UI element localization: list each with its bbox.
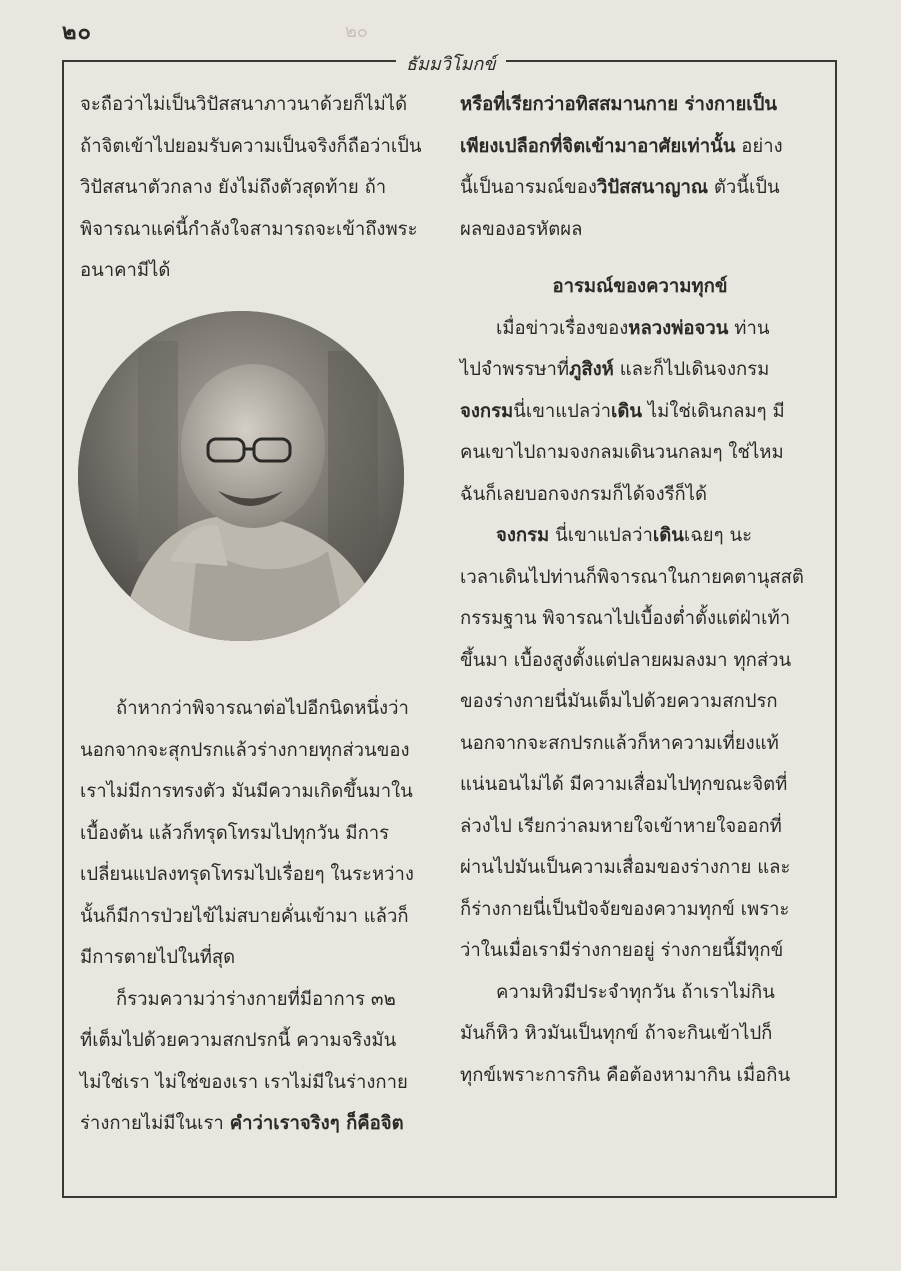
text-line: แน่นอนไม่ได้ มีความเสื่อมไปทุกขณะจิตที่ (460, 774, 788, 795)
bold-run: จงกรม (496, 525, 550, 546)
text-run: นี่เขาแปลว่า (513, 400, 612, 422)
text-run: และก็ไปเดินจงกรม (613, 359, 770, 380)
text-line: ขึ้นมา เบื้องสูงตั้งแต่ปลายผมลงมา ทุกส่วน (460, 649, 792, 671)
bold-run: เพียงเปลือกที่จิตเข้ามาอาศัยเท่านั้น (460, 135, 736, 157)
text-run: ร่างกายไม่มีในเรา (80, 1113, 224, 1134)
text-line: วิปัสสนาตัวกลาง ยังไม่ถึงตัวสุดท้าย ถ้า (80, 177, 387, 198)
text-line: มันก็หิว หิวมันเป็นทุกข์ ถ้าจะกินเข้าไปก็ (460, 1023, 773, 1044)
text-line (460, 391, 820, 433)
text-line: ถ้าหากว่าพิจารณาต่อไปอีกนิดหนึ่งว่า (116, 698, 409, 719)
text-line: เบื้องต้น แล้วก็ทรุดโทรมไปทุกวัน มีการ (80, 822, 390, 844)
page-number: ๒๐ (62, 19, 92, 45)
text-line (460, 167, 820, 209)
text-line (460, 515, 820, 557)
bold-run: หรือที่เรียกว่าอทิสสมานกาย ร่างกายเป็น (460, 94, 778, 115)
text-line: ถ้าจิตเข้าไปยอมรับความเป็นจริงก็ถือว่าเป็น (80, 135, 422, 157)
text-line: ผลของอรหัตผล (460, 218, 583, 240)
text-line: เปลี่ยนแปลงทรุดโทรมไปเรื่อยๆ ในระหว่าง (80, 864, 414, 885)
section-heading: อารมณ์ของความทุกข์ (552, 276, 728, 297)
text-line: นอกจากจะสกปรกแล้วก็หาความเที่ยงแท้ (460, 732, 779, 754)
bold-run: คำว่าเราจริงๆ ก็คือจิต (229, 1113, 404, 1134)
text-run: นี่เขาแปลว่า (549, 525, 653, 546)
text-line: นั้นก็มีการป่วยไข้ไม่สบายคั่นเข้ามา แล้วก็ (80, 905, 409, 927)
text-line: เราไม่มีการทรงตัว มันมีความเกิดขึ้นมาใน (80, 781, 413, 802)
text-line: ความหิวมีประจำทุกวัน ถ้าเราไม่กิน (496, 981, 775, 1003)
text-line: พิจารณาแค่นี้กำลังใจสามารถจะเข้าถึงพระ (80, 218, 418, 240)
portrait-illustration (78, 311, 404, 641)
text-run: ไปจำพรรษาที่ (460, 359, 570, 380)
bold-run: ภูสิงห์ (569, 359, 614, 380)
text-line: มีการตายไปในที่สุด (80, 947, 236, 968)
text-line (460, 308, 820, 350)
text-line (80, 1103, 440, 1145)
bold-run: จงกรม (460, 400, 514, 422)
text-line: นอกจากจะสุกปรกแล้วร่างกายทุกส่วนของ (80, 739, 410, 761)
monk-portrait-photo (78, 311, 404, 641)
bold-run: เดิน (652, 525, 684, 546)
text-line: จะถือว่าไม่เป็นวิปัสสนาภาวนาด้วยก็ไม่ได้ (80, 94, 408, 115)
bold-run: หลวงพ่อจวน (628, 317, 729, 339)
text-line: ล่วงไป เรียกว่าลมหายใจเข้าหายใจออกที่ (460, 815, 782, 837)
text-line: เวลาเดินไปท่านก็พิจารณาในกายคตานุสสติ (460, 566, 804, 588)
right-column (460, 84, 820, 1096)
text-line: ก็รวมความว่าร่างกายที่มีอาการ ๓๒ (116, 988, 396, 1010)
text-run: เฉยๆ นะ (683, 525, 753, 546)
text-line: ที่เต็มไปด้วยความสกปรกนี้ ความจริงมัน (80, 1030, 397, 1051)
text-run: ตัวนี้เป็น (708, 177, 780, 198)
text-line: ผ่านไปมันเป็นความเสื่อมของร่างกาย และ (460, 857, 791, 878)
left-column-top (80, 84, 440, 292)
text-run: ท่าน (728, 317, 770, 339)
text-line: ก็ร่างกายนี่เป็นปัจจัยของความทุกข์ เพราะ (460, 898, 790, 920)
text-line: อนาคามีได้ (80, 260, 171, 281)
text-line: กรรมฐาน พิจารณาไปเบื้องต่ำตั้งแต่ฝ่าเท้า (460, 608, 791, 629)
text-line: ว่าในเมื่อเรามีร่างกายอยู่ ร่างกายนี้มีทุกข์ (460, 940, 784, 961)
text-line: ไม่ใช่เรา ไม่ใช่ของเรา เราไม่มีในร่างกาย (80, 1071, 408, 1093)
text-line: ของร่างกายนี่มันเต็มไปด้วยความสกปรก (460, 691, 778, 712)
running-header-title: ธัมมวิโมกข์ (396, 49, 506, 78)
text-line (460, 349, 820, 391)
text-line: ทุกข์เพราะการกิน คือต้องหามากิน เมื่อกิน (460, 1064, 791, 1086)
text-line (460, 84, 820, 126)
text-run: นี้เป็นอารมณ์ของ (460, 177, 597, 198)
left-column-bottom (80, 688, 440, 1145)
text-line: ฉันก็เลยบอกจงกรมก็ได้จงรีก็ได้ (460, 483, 708, 505)
text-line: คนเขาไปถามจงกลมเดินวนกลมๆ ใช่ไหม (460, 442, 784, 463)
text-line (460, 126, 820, 168)
text-run: อย่าง (735, 135, 783, 157)
text-run: ไม่ใช่เดินกลมๆ มี (642, 400, 785, 422)
bold-run: วิปัสสนาญาณ (596, 177, 709, 198)
bold-run: เดิน (611, 400, 642, 422)
text-run: เมื่อข่าวเรื่องของ (496, 317, 629, 339)
bleed-through-page-number: ๒๐ (345, 21, 368, 42)
